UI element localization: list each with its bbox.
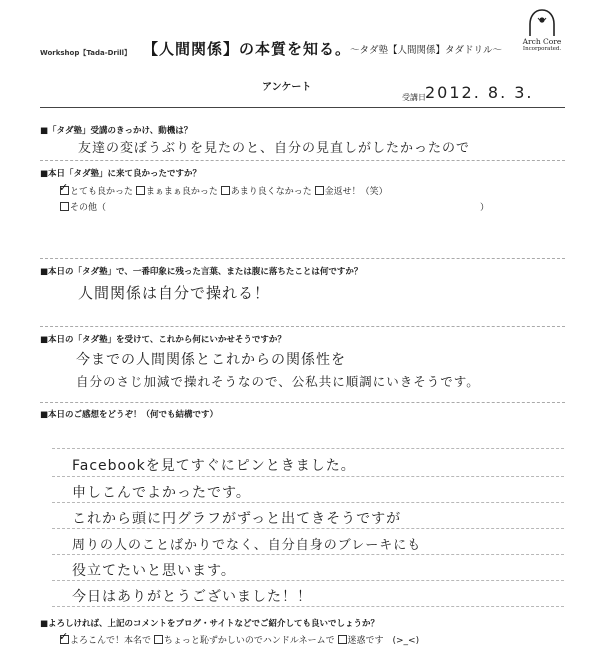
- checkbox-icon[interactable]: [136, 186, 145, 195]
- question-1: ■「タダ塾」受講のきっかけ、動機は？: [40, 126, 193, 136]
- ruled-line: [52, 448, 564, 449]
- header-rule: [40, 107, 565, 108]
- option-handle-name[interactable]: ちょっと恥ずかしいのでハンドルネームで: [154, 636, 335, 646]
- ruled-line: [52, 554, 564, 555]
- logo-subname: Incorporated.: [522, 46, 562, 52]
- question-4: ■本日の「タダ塾」を受けて、これから何にいかせそうですか？: [40, 335, 286, 345]
- checkbox-icon[interactable]: [154, 635, 163, 644]
- divider: [40, 326, 565, 327]
- option-refund[interactable]: 金返せ！（笑）: [315, 187, 388, 197]
- checkbox-icon[interactable]: [221, 186, 230, 195]
- checkbox-checked-icon[interactable]: [60, 186, 69, 195]
- answer-5-line: 今日はありがとうございました！！: [72, 589, 312, 605]
- logo-name: Arch Core: [522, 37, 562, 46]
- checkbox-icon[interactable]: [338, 635, 347, 644]
- arch-core-logo-icon: [528, 8, 556, 38]
- date-value: 2012. 8. 3.: [425, 83, 534, 102]
- answer-5-line: Facebookを見てすぐにピンときました。: [72, 458, 356, 474]
- satisfaction-options: [60, 184, 388, 197]
- question-6: ■よろしければ、上記のコメントをブログ・サイトなどでご紹介しても良いでしょうか？: [40, 619, 379, 629]
- divider: [40, 160, 565, 161]
- divider: [40, 402, 565, 403]
- question-5: ■本日のご感想をどうぞ！（何でも結構です）: [40, 410, 219, 420]
- divider: [40, 258, 565, 259]
- checkbox-checked-icon[interactable]: [60, 635, 69, 644]
- sub-title: ～タダ塾【人間関係】タダドリル～: [350, 45, 503, 56]
- answer-5-line: これから頭に円グラフがずっと出てきそうですが: [72, 511, 402, 527]
- option-very-good[interactable]: ✓とても良かった: [60, 187, 133, 197]
- option-decline[interactable]: 迷惑です (>_<): [338, 636, 420, 646]
- answer-5-line: 役立てたいと思います。: [72, 563, 236, 579]
- question-2: ■本日「タダ塾」に来て良かったですか？: [40, 169, 202, 179]
- option-other-close: ）: [480, 203, 490, 213]
- answer-4-line: 今までの人間関係とこれからの関係性を: [76, 352, 346, 368]
- checkbox-icon[interactable]: [60, 202, 69, 211]
- main-title: 【人間関係】の本質を知る。: [143, 40, 352, 58]
- answer-1: 友達の変ぼうぶりを見たのと、自分の見直しがしたかったので: [78, 141, 471, 156]
- checkbox-icon[interactable]: [315, 186, 324, 195]
- option-real-name[interactable]: ✓よろこんで！本名で: [60, 636, 151, 646]
- ruled-line: [52, 580, 564, 581]
- ruled-line: [52, 502, 564, 503]
- workshop-label: Workshop【Tada-Drill】: [40, 49, 132, 57]
- answer-4-line: 自分のさじ加減で操れそうなので、公私共に順調にいきそうです。: [76, 374, 480, 389]
- question-3: ■本日の「タダ塾」で、一番印象に残った言葉、または腹に落ちたことは何ですか？: [40, 267, 363, 277]
- company-logo: [514, 8, 570, 53]
- option-other[interactable]: その他（: [60, 200, 106, 213]
- answer-5-line: 周りの人のことばかりでなく、自分自身のブレーキにも: [72, 538, 422, 553]
- ruled-line: [52, 606, 564, 607]
- ruled-line: [52, 476, 564, 477]
- answer-5-line: 申しこんでよかったです。: [72, 485, 251, 501]
- publish-options: [60, 633, 419, 646]
- answer-3: 人間関係は自分で操れる！: [78, 284, 271, 302]
- option-fairly-good[interactable]: まぁまぁ良かった: [136, 187, 218, 197]
- date-label: 受講日: [402, 93, 426, 102]
- survey-title: アンケート: [262, 82, 312, 93]
- option-not-good[interactable]: あまり良くなかった: [221, 187, 312, 197]
- ruled-line: [52, 528, 564, 529]
